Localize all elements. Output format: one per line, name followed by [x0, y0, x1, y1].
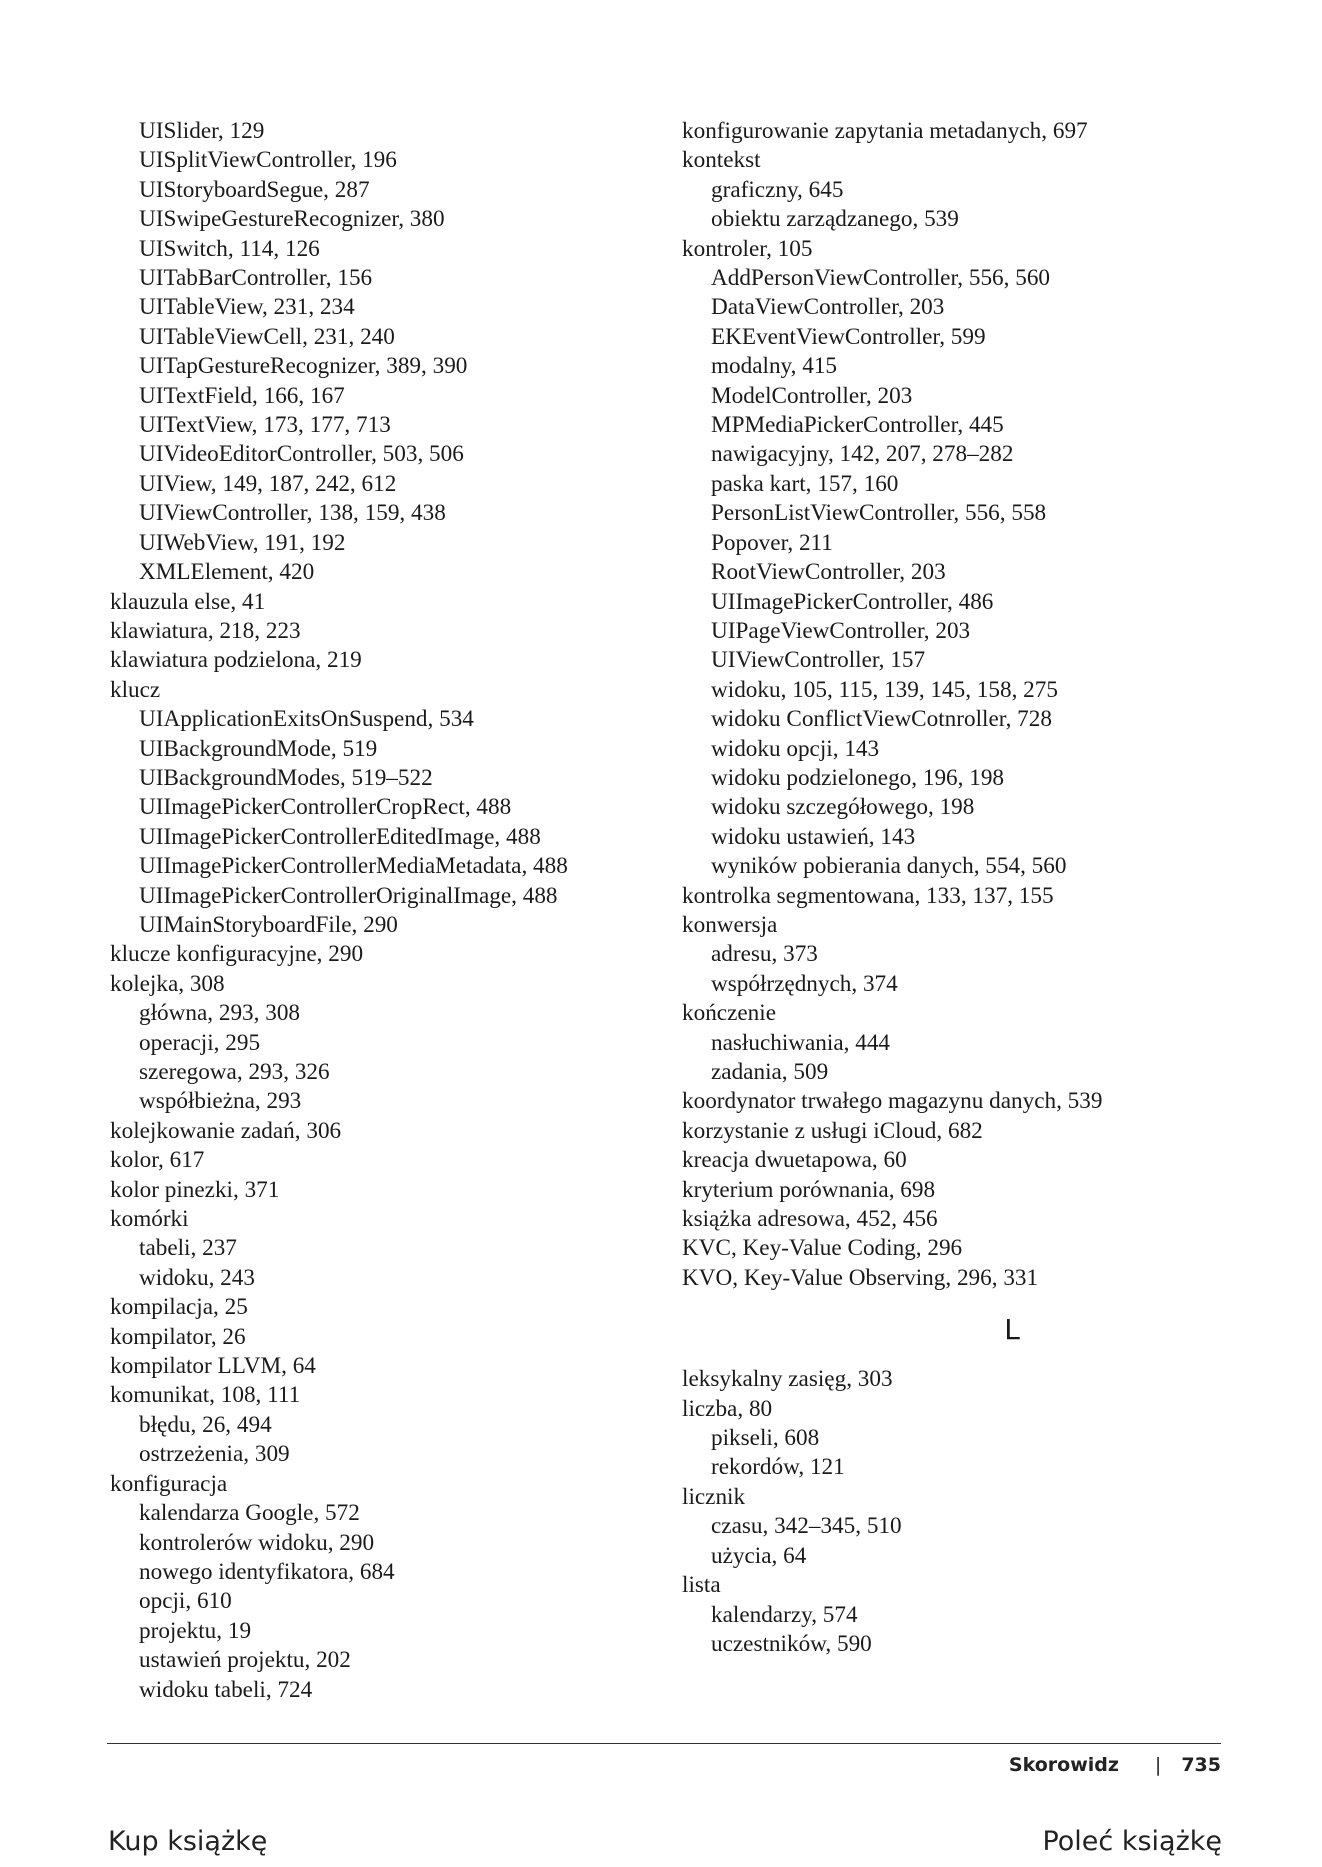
index-entry: lista: [682, 1572, 721, 1599]
index-entry: kończenie: [682, 1000, 776, 1027]
index-subentry: UIView, 149, 187, 242, 612: [139, 470, 397, 497]
index-subentry: uczestników, 590: [711, 1630, 872, 1657]
index-subentry: szeregowa, 293, 326: [139, 1059, 330, 1085]
index-subentry: widoku podzielonego, 196, 198: [711, 764, 1005, 791]
index-subentry: UIImagePickerControllerMediaMetadata, 488: [139, 853, 568, 880]
index-subentry: UIMainStoryboardFile, 290: [139, 911, 398, 938]
index-subentry: współbieżna, 293: [139, 1088, 302, 1115]
index-entries-k: [682, 117, 1242, 1293]
index-subentry: DataViewController, 203: [711, 294, 945, 321]
index-entry: konwersja: [682, 911, 778, 938]
index-subentry: UIWebView, 191, 192: [139, 529, 346, 556]
index-subentry: UISlider, 129: [139, 118, 265, 144]
index-subentry: UIApplicationExitsOnSuspend, 534: [139, 706, 474, 733]
index-subentry: AddPersonViewController, 556, 560: [711, 265, 1051, 292]
index-entry: kontroler, 105: [682, 235, 813, 262]
index-subentry: UIImagePickerController, 486: [711, 588, 994, 615]
index-subentry: UIStoryboardSegue, 287: [139, 176, 370, 203]
index-subentry: błędu, 26, 494: [139, 1411, 272, 1438]
index-entry: kolejka, 308: [110, 970, 225, 997]
index-subentry: UIViewController, 157: [711, 647, 926, 674]
index-entry: liczba, 80: [682, 1395, 773, 1422]
index-subentry: EKEventViewController, 599: [711, 323, 986, 350]
index-entry: książka adresowa, 452, 456: [682, 1206, 938, 1233]
index-subentry: nasłuchiwania, 444: [711, 1029, 891, 1056]
index-entry: korzystanie z usługi iCloud, 682: [682, 1117, 983, 1144]
index-entry: kreacja dwuetapowa, 60: [682, 1147, 907, 1174]
recommend-book-link[interactable]: Poleć książkę: [1042, 1826, 1222, 1857]
index-subentry: UIPageViewController, 203: [711, 617, 971, 644]
index-entry: klawiatura, 218, 223: [110, 617, 301, 644]
index-subentry: użycia, 64: [711, 1542, 807, 1569]
index-entry: kompilator LLVM, 64: [110, 1353, 316, 1380]
index-entry: kontrolka segmentowana, 133, 137, 155: [682, 882, 1054, 909]
index-entry: koordynator trwałego magazynu danych, 539: [682, 1088, 1103, 1115]
index-subentry: XMLElement, 420: [139, 559, 315, 586]
index-subentry: RootViewController, 203: [711, 559, 946, 586]
index-subentry: UISwitch, 114, 126: [139, 235, 320, 262]
index-entries-l: [682, 1365, 1242, 1659]
index-subentry: widoku ustawień, 143: [711, 823, 916, 850]
index-subentry: ustawień projektu, 202: [139, 1647, 351, 1674]
index-entry: kontekst: [682, 147, 761, 174]
index-entry: licznik: [682, 1483, 746, 1510]
index-entry: komórki: [110, 1206, 189, 1233]
index-subentry: rekordów, 121: [711, 1454, 845, 1481]
index-subentry: MPMediaPickerController, 445: [711, 412, 1004, 439]
index-subentry: widoku, 243: [139, 1264, 255, 1291]
index-subentry: widoku, 105, 115, 139, 145, 158, 275: [711, 676, 1058, 703]
index-subentry: kontrolerów widoku, 290: [139, 1529, 375, 1556]
index-subentry: nawigacyjny, 142, 207, 278–282: [711, 441, 1014, 468]
index-subentry: UIImagePickerControllerOriginalImage, 488: [139, 882, 558, 909]
index-entry: klauzula else, 41: [110, 588, 266, 615]
index-entry: kompilator, 26: [110, 1323, 246, 1350]
index-subentry: czasu, 342–345, 510: [711, 1513, 902, 1540]
index-entry: kolor, 617: [110, 1147, 205, 1174]
index-entry: kryterium porównania, 698: [682, 1176, 936, 1203]
index-subentry: UITextView, 173, 177, 713: [139, 412, 391, 439]
index-entry: klawiatura podzielona, 219: [110, 647, 362, 674]
footer-rule: [107, 1743, 1221, 1744]
index-entry: KVC, Key-Value Coding, 296: [682, 1235, 963, 1262]
index-entry: kompilacja, 25: [110, 1294, 248, 1321]
index-entry: konfiguracja: [110, 1470, 228, 1497]
index-subentry: kalendarzy, 574: [711, 1601, 858, 1628]
index-subentry: zadania, 509: [711, 1059, 829, 1085]
section-letter-heading: L: [1004, 1313, 1020, 1347]
index-subentry: ModelController, 203: [711, 382, 913, 409]
index-subentry: UIViewController, 138, 159, 438: [139, 500, 446, 527]
index-subentry: główna, 293, 308: [139, 1000, 301, 1027]
index-subentry: adresu, 373: [711, 941, 818, 968]
index-subentry: widoku ConflictViewCotnroller, 728: [711, 706, 1052, 733]
index-subentry: współrzędnych, 374: [711, 970, 898, 997]
page-number: 735: [1181, 1754, 1221, 1776]
index-subentry: pikseli, 608: [711, 1425, 820, 1452]
index-column-right: [682, 117, 1242, 1659]
index-subentry: nowego identyfikatora, 684: [139, 1558, 395, 1585]
index-subentry: wyników pobierania danych, 554, 560: [711, 853, 1067, 880]
index-entry: leksykalny zasięg, 303: [682, 1366, 893, 1393]
index-subentry: UITextField, 166, 167: [139, 382, 345, 409]
index-subentry: obiektu zarządzanego, 539: [711, 206, 959, 233]
index-entry: kolejkowanie zadań, 306: [110, 1117, 342, 1144]
index-subentry: UITapGestureRecognizer, 389, 390: [139, 353, 468, 380]
index-subentry: UISwipeGestureRecognizer, 380: [139, 206, 445, 233]
index-subentry: UIImagePickerControllerCropRect, 488: [139, 794, 512, 821]
index-subentry: PersonListViewController, 556, 558: [711, 500, 1047, 527]
index-subentry: UIBackgroundModes, 519–522: [139, 764, 433, 791]
index-subentry: UITabBarController, 156: [139, 265, 373, 292]
index-subentry: widoku tabeli, 724: [139, 1676, 313, 1703]
index-subentry: UITableView, 231, 234: [139, 294, 355, 321]
index-column-left: [110, 117, 670, 1705]
index-entry: konfigurowanie zapytania metadanych, 697: [682, 118, 1088, 144]
footer-section-title: Skorowidz: [1008, 1754, 1119, 1776]
index-entry: kolor pinezki, 371: [110, 1176, 280, 1203]
index-subentry: UIBackgroundMode, 519: [139, 735, 378, 762]
index-entry: klucze konfiguracyjne, 290: [110, 941, 364, 968]
index-subentry: projektu, 19: [139, 1617, 252, 1644]
index-subentry: graficzny, 645: [711, 176, 844, 203]
index-subentry: Popover, 211: [711, 529, 833, 556]
index-entry: komunikat, 108, 111: [110, 1382, 301, 1409]
index-subentry: UIImagePickerControllerEditedImage, 488: [139, 823, 541, 850]
index-subentry: UITableViewCell, 231, 240: [139, 323, 395, 350]
index-subentry: ostrzeżenia, 309: [139, 1441, 290, 1468]
footer-separator: |: [1154, 1754, 1162, 1776]
index-subentry: kalendarza Google, 572: [139, 1500, 360, 1527]
index-subentry: operacji, 295: [139, 1029, 261, 1056]
index-entry: KVO, Key-Value Observing, 296, 331: [682, 1264, 1039, 1291]
index-subentry: widoku szczegółowego, 198: [711, 794, 975, 821]
index-subentry: widoku opcji, 143: [711, 735, 880, 762]
running-footer: [1009, 1754, 1221, 1776]
index-subentry: UIVideoEditorController, 503, 506: [139, 441, 464, 468]
index-subentry: UISplitViewController, 196: [139, 147, 397, 174]
buy-book-link[interactable]: Kup książkę: [108, 1826, 268, 1857]
index-subentry: paska kart, 157, 160: [711, 470, 899, 497]
index-subentry: tabeli, 237: [139, 1235, 237, 1262]
index-subentry: opcji, 610: [139, 1588, 232, 1615]
index-entry: klucz: [110, 676, 161, 703]
index-subentry: modalny, 415: [711, 353, 838, 380]
